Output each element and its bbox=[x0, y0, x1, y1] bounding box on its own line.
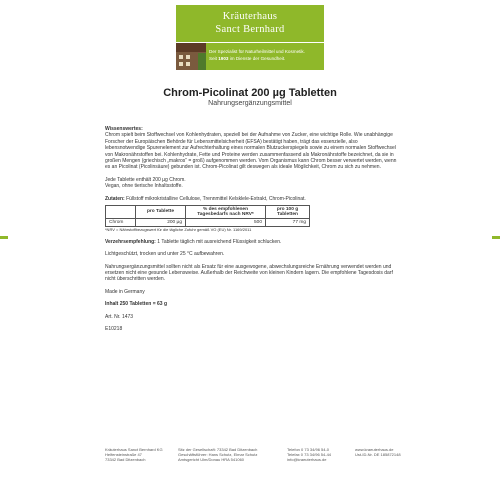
footer-contact: Telefon 0 73 34/96 54-0 Telefax 0 73 34/96 54-44 info@kraeuterhaus.de bbox=[287, 447, 332, 462]
footer-address: Kräuterhaus Sanct Bernhard KG Helfensteinstraße 47 73342 Bad Ditzenbach bbox=[105, 447, 163, 462]
col-per-tablet: pro Tablette bbox=[136, 206, 186, 219]
brand-banner bbox=[176, 43, 324, 70]
brand-name-line1: Kräuterhaus bbox=[222, 11, 278, 22]
package-content: Inhalt 250 Tabletten = 63 g bbox=[105, 301, 168, 308]
storage-info: Lichtgeschützt, trocken und unter 25 °C aufbewahren. bbox=[105, 251, 225, 258]
product-subtitle: Nahrungsergänzungsmittel bbox=[208, 100, 292, 107]
article-number: Art. Nr. 1473 bbox=[105, 313, 134, 320]
table-row: Chrom 200 µg 500 77 mg bbox=[106, 219, 310, 227]
wissenswertes-text: Chrom spielt beim Stoffwechsel von Kohlenhydraten, speziell bei der Aufnahme von Zucker, eine wichtige Rolle. Wie unabhängige Forscher der Europäischen Behörde für Lebensmittelsicherheit (EFSA) bestätigt haben, trägt das essenzielle, also lebensnotwendige Spurenelement zur Aufrechterhaltung eines normalen Blutzuckerspiegels sowie zu einem normalen Stoffwechsel von Makronährstoffen bei. Kohlenhydrate, Fette und Proteine werden zusammenfassend als Makronährstoffe bezeichnet, da sie in großen Mengen (griechisch „makros“ = groß) aufgenommen werden. Vom Organismus kann Chrom besser verwertet werden, wenn es an Picolinat (Picolinsäure) gebunden ist. Chrom-Picolinat gilt deswegen als ideale Möglichkeit, Chrom zu sich zu nehmen. bbox=[105, 132, 397, 171]
product-code: E10218 bbox=[105, 326, 123, 333]
table-header-row bbox=[106, 206, 310, 219]
brand-tagline: Der Spezialist für Naturheilmittel und Kosmetik. Seit 1903 im Dienste der Gesundheit. bbox=[209, 49, 305, 61]
footer-company-info: Sitz der Gesellschaft: 73342 Bad Ditzenbach Geschäftsführer: Hans Schutz, Elmar Schutz Amtsgericht Ulm/Donau HRA 541060 bbox=[178, 447, 258, 462]
brand-logo bbox=[176, 5, 324, 42]
col-per-100g: pro 100 g Tabletten bbox=[266, 206, 310, 219]
col-nrv: % des empfohlenen Tagesbedarfs nach NRV* bbox=[186, 206, 266, 219]
product-description bbox=[105, 126, 397, 339]
wissenswertes-heading: Wissenswertes: bbox=[105, 126, 143, 132]
footer-website-link[interactable]: www.kraeuterhaus.de bbox=[355, 447, 394, 452]
nrv-footnote: *NRV = Nährstoffbezugswert für die tägliche Zufuhr gemäß VO (EU) Nr. 1169/2011 bbox=[105, 226, 252, 232]
product-title: Chrom-Picolinat 200 µg Tabletten bbox=[163, 87, 337, 99]
fold-mark-right bbox=[492, 236, 500, 239]
tablet-info: Jede Tablette enthält 200 µg Chrom. Vegan, ohne tierische Inhaltsstoffe. bbox=[105, 176, 186, 190]
warning-text: Nahrungsergänzungsmittel sollten nicht als Ersatz für eine ausgewogene, abwechslungsreiche Ernährung verwendet werden und ersetzen nicht eine gesunde Lebensweise. Außerhalb der Reichweite von kleinen Kindern lagern. Die empfohlene Tagesdosis darf nicht überschritten werden. bbox=[105, 263, 393, 283]
made-in: Made in Germany bbox=[105, 288, 145, 295]
dosage: Verzehrsempfehlung: 1 Tablette täglich mit ausreichend Flüssigkeit schlucken. bbox=[105, 238, 282, 245]
building-photo-icon bbox=[176, 43, 206, 70]
ingredients: Zutaten: Füllstoff mikrokristalline Cellulose, Trennmittel Kelsklele-Extrakt, Chrom-Picolinat. bbox=[105, 195, 306, 202]
brand-name-line2: Sanct Bernhard bbox=[215, 24, 285, 35]
wissenswertes-section bbox=[105, 126, 397, 171]
nutrition-table bbox=[105, 205, 310, 227]
footer-web: www.kraeuterhaus.de Ust-ID-Nr. DE 185872148 bbox=[355, 447, 401, 457]
fold-mark-left bbox=[0, 236, 8, 239]
footer-email-link[interactable]: info@kraeuterhaus.de bbox=[287, 457, 327, 462]
